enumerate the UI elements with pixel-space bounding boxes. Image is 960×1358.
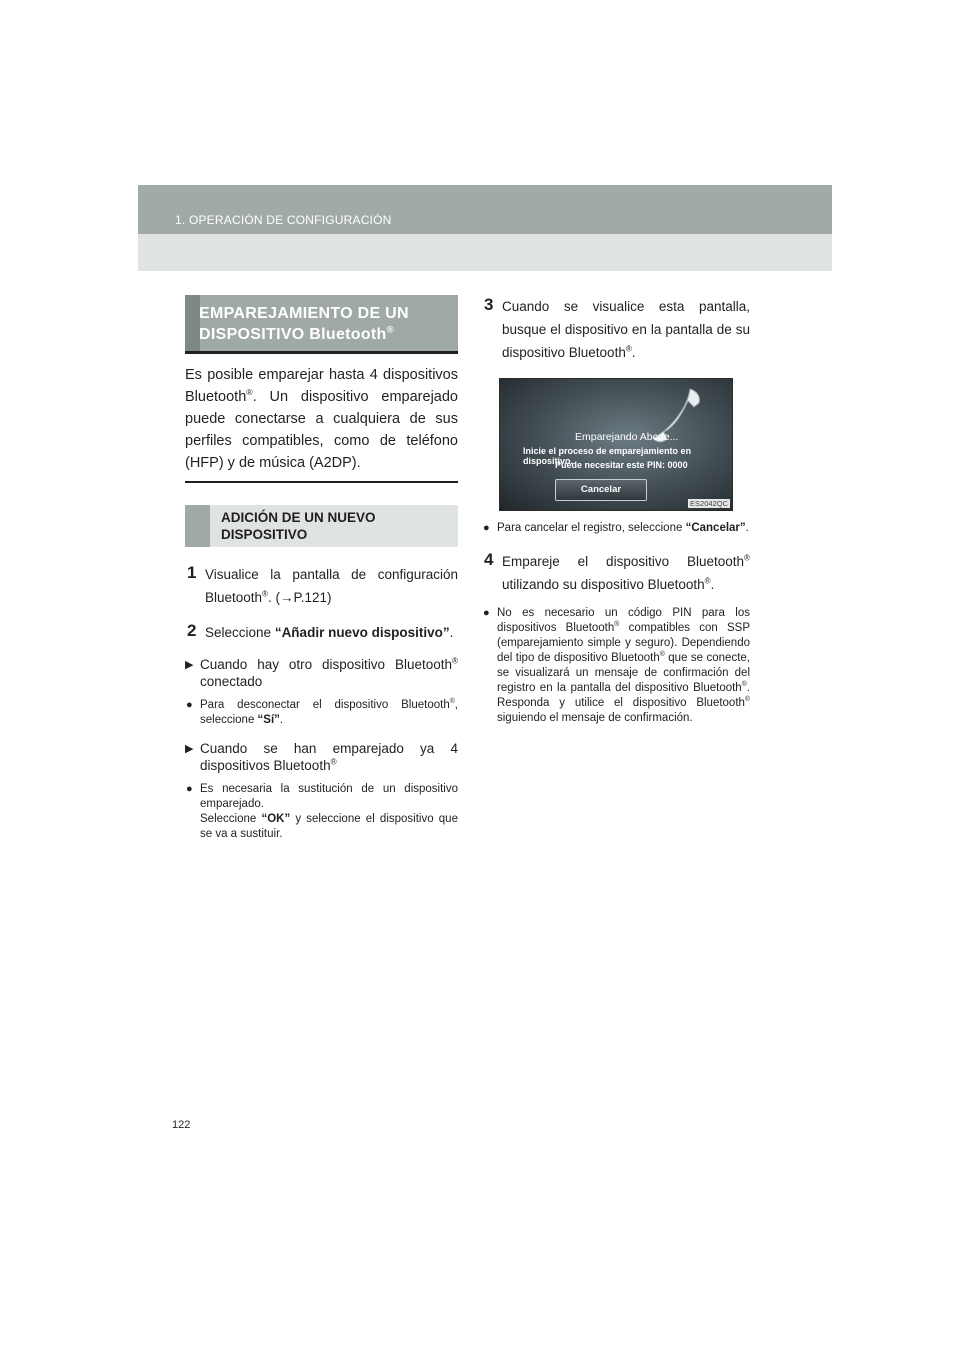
- step-1: 1 Visualice la pantalla de configuración Bluetooth®. (→P.121): [187, 563, 458, 605]
- quoted-option: “Sí”: [257, 714, 280, 726]
- figure-id: ES2042QC: [690, 499, 728, 508]
- page-number: 122: [172, 1119, 191, 1131]
- arrow-icon: →: [280, 590, 294, 605]
- section-title-line1: EMPAREJAMIENTO DE UN: [199, 305, 409, 322]
- bullet-icon: ●: [483, 607, 490, 619]
- step-number: 2: [187, 621, 197, 640]
- note-item: ● Para desconectar el dispositivo Bluetooth®, seleccione “Sí”.: [186, 698, 458, 726]
- note-item: ● Para cancelar el registro, seleccione “Cancelar”.: [483, 522, 749, 534]
- subsection-title-line2: DISPOSITIVO: [221, 527, 308, 542]
- chapter-title: 1. OPERACIÓN DE CONFIGURACIÓN: [175, 213, 392, 227]
- subsection-heading-bar: [185, 505, 210, 547]
- triangle-bullet-icon: ▶: [185, 659, 194, 671]
- subsection-title-line1: ADICIÓN DE UN NUEVO: [221, 510, 376, 525]
- subsection-heading-add-device: [185, 505, 458, 547]
- section-heading-pairing: [185, 295, 458, 354]
- bullet-icon: ●: [483, 522, 490, 534]
- step-2: 2 Seleccione “Añadir nuevo dispositivo”.: [187, 621, 454, 640]
- step-number: 4: [484, 550, 494, 569]
- section-title-line2: DISPOSITIVO Bluetooth: [199, 326, 387, 343]
- case-item: ▶ Cuando se han emparejado ya 4 dispositivos Bluetooth®: [185, 741, 458, 773]
- quoted-option: “Cancelar”: [685, 522, 746, 534]
- pairing-instruction: Inicie el proceso de emparejamiento en dispositivo.: [523, 446, 692, 466]
- left-column: [185, 295, 458, 842]
- right-column: [482, 295, 750, 726]
- step-3: 3 Cuando se visualice esta pantalla, busque el dispositivo en la pantalla de su dispositivo Bluetooth®.: [484, 295, 750, 360]
- registered-mark: ®: [386, 324, 395, 336]
- quoted-option: “OK”: [261, 813, 291, 825]
- bullet-icon: ●: [186, 783, 193, 795]
- pairing-screen-figure: [499, 378, 733, 511]
- pairing-status: Emparejando Abcde...: [575, 431, 679, 443]
- note-item: ● No es necesario un código PIN para los dispositivos Bluetooth® compatibles con SSP (emparejamiento simple y seguro). Dependiendo del tipo de dispositivo Bluetooth® que se conecte, se visualizará un mensaje de confirmación del registro en la pantalla del dispositivo Bluetooth®. Responda y utilice el dispositivo Bluetooth® siguiendo el mensaje de confirmación.: [483, 607, 750, 724]
- case-item: ▶ Cuando hay otro dispositivo Bluetooth® conectado: [185, 656, 458, 689]
- step-4: 4 Empareje el dispositivo Bluetooth® utilizando su dispositivo Bluetooth®.: [484, 550, 750, 592]
- triangle-bullet-icon: ▶: [185, 743, 194, 755]
- step-number: 3: [484, 295, 494, 314]
- intro-paragraph: Es posible emparejar hasta 4 dispositivos Bluetooth®. Un dispositivo emparejado puede conectarse a cualquiera de sus perfiles compatibles, como de teléfono (HFP) y de música (A2DP).: [185, 354, 458, 483]
- section-heading-bar: [185, 295, 200, 351]
- quoted-option: “Añadir nuevo dispositivo”: [274, 625, 450, 640]
- pin-hint: Puede necesitar este PIN: 0000: [555, 460, 688, 470]
- note-item: ● Es necesaria la sustitución de un dispositivo emparejado. Seleccione “OK” y seleccione el dispositivo que se va a sustituir.: [186, 783, 458, 840]
- bullet-icon: ●: [186, 699, 193, 711]
- step-number: 1: [187, 563, 197, 582]
- header-sub-band: [138, 234, 832, 271]
- cancel-button[interactable]: Cancelar: [555, 479, 647, 501]
